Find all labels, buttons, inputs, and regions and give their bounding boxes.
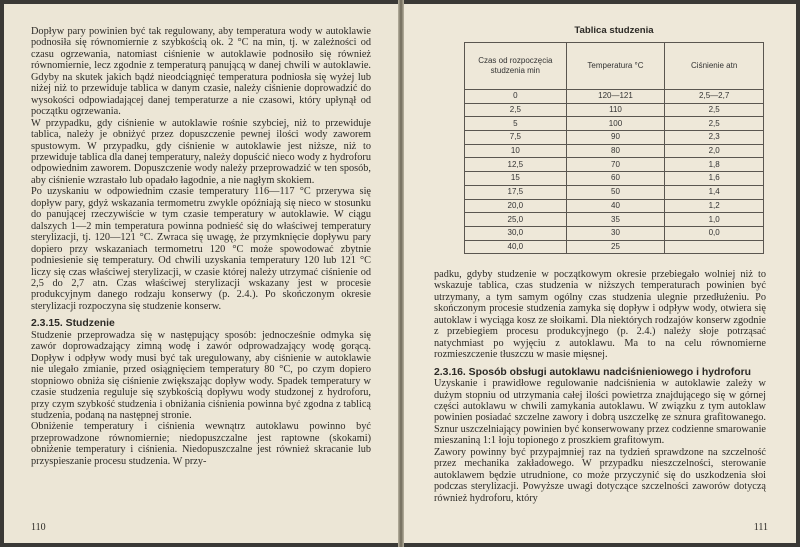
table-row — [465, 90, 764, 104]
cell-time: 40,0 — [465, 240, 567, 254]
table-row — [465, 226, 764, 240]
cell-temperature: 35 — [566, 213, 665, 227]
cell-time: 2,5 — [465, 103, 567, 117]
paragraph: Po uzyskaniu w odpowiednim czasie temperatury 116—117 °C przerywa się dopływ pary, gdyż wskazania termometru zwykle opóźniają się nieco w stosunku do panującej rzeczywiście w tym czasie temperatury w autoklawie. W ciągu dalszych 1—2 min temperatura powinna podnieść się do właściwej temperatury sterylizacji, tj. 120—121 °C. Zwraca się uwagę, że przymknięcie dopływu pary dopiero przy wskazaniach termometru 120 °C może spowodować zbytnie podniesienie się temperatury. Od chwili uzyskania temperatury 120 lub 121 °C liczy się czas właściwej sterylizacji, w czasie której należy utrzymać ciśnienie od 2,5 do 2,7 atn. Czas właściwej sterylizacji wskazany jest w procesie produkcyjnym danego rodzaju konserwy (p. 2.4.). Po skończonym okresie sterylizacji rozpoczyna się studzenie konserw. — [31, 186, 371, 312]
cell-pressure: 0,0 — [665, 226, 764, 240]
cell-time: 17,5 — [465, 185, 567, 199]
cell-pressure — [665, 240, 764, 254]
cell-temperature: 120—121 — [566, 90, 665, 104]
section-heading: 2.3.16. Sposób obsługi autoklawu nadciśnieniowego i hydroforu — [434, 366, 751, 378]
paragraph: Dopływ pary powinien być tak regulowany, aby temperatura wody w autoklawie podnosiła się równomiernie z szybkością ok. 2 °C na min, tj. w zależności od czasu ogrzewania, natomiast ciśnienie w autoklawie podnosiło się również równomiernie, lecz zgodnie z temperaturą panującą w danej chwili w autoklawie. Gdyby na skutek jakich bądź nieodciągnięć temperatura podniosła się wyżej lub niżej niż to przewiduje tablica w danym czasie, należy ciśnienie doprowadzić do wysokości odpowiadającej danej temperaturze a nie czasowi, który upłynął od początku ogrzewania. — [31, 26, 371, 118]
cell-pressure: 2,5—2,7 — [665, 90, 764, 104]
table-body — [465, 90, 764, 254]
cell-temperature: 60 — [566, 172, 665, 186]
table-title: Tablica studzenia — [574, 25, 654, 36]
paragraph: Zawory powinny być przypajmniej raz na tydzień sprawdzone na szczelność przez mechanika zakładowego. W przypadku nieszczelności, sterowanie autoklawem będzie utrudnione, co może przyczynić się do uszkodzenia słoi podczas sterylizacji. Powyższe uwagi dotyczące szczelności zaworów dotyczą również hydroforu, który — [434, 446, 766, 504]
header-time: Czas od rozpoczęcia studzenia min — [465, 43, 567, 90]
cell-time: 15 — [465, 172, 567, 186]
page-number: 110 — [31, 522, 46, 533]
paragraph: padku, gdyby studzenie w początkowym okresie przebiegało wolniej niż to wskazuje tablica, czas studzenia w niższych temperaturach powinien być utrzymany, a tym samym ogólny czas studzenia ulegnie przedłużeniu. Po skończonym procesie studzenia zamyka się dopływ i odpływ wody, otwiera się autoklaw i wyciąga kosz ze słoikami. Dla niektórych rodzajów konserw zgodnie z przebiegiem procesu produkcyjnego (p. 2.4.) należy słoje potrząsać natychmiast po wyjęciu z autoklawu. Ma to na celu równomierne rozmieszczenie tłuszczu w masie mięsnej. — [434, 269, 766, 361]
cell-pressure: 2,5 — [665, 103, 764, 117]
cell-temperature: 30 — [566, 226, 665, 240]
cell-time: 12,5 — [465, 158, 567, 172]
table-row — [465, 158, 764, 172]
cell-pressure: 1,0 — [665, 213, 764, 227]
cell-pressure: 1,8 — [665, 158, 764, 172]
cell-temperature: 80 — [566, 144, 665, 158]
page-number: 111 — [753, 522, 768, 533]
cell-temperature: 100 — [566, 117, 665, 131]
cell-pressure: 2,0 — [665, 144, 764, 158]
cell-time: 5 — [465, 117, 567, 131]
cooling-table — [464, 42, 764, 254]
cell-time: 10 — [465, 144, 567, 158]
cell-pressure: 1,6 — [665, 172, 764, 186]
table-row — [465, 240, 764, 254]
cell-temperature: 70 — [566, 158, 665, 172]
left-text-column — [31, 26, 371, 467]
table-row — [465, 131, 764, 145]
cell-time: 30,0 — [465, 226, 567, 240]
cell-time: 20,0 — [465, 199, 567, 213]
cell-temperature: 50 — [566, 185, 665, 199]
right-page — [404, 4, 796, 543]
table-row — [465, 172, 764, 186]
cell-pressure: 2,3 — [665, 131, 764, 145]
table-row — [465, 199, 764, 213]
table-row — [465, 185, 764, 199]
right-text-column — [434, 269, 766, 504]
paragraph: Studzenie przeprowadza się w następujący sposób: jednocześnie odmyka się zawór doprowadzający zimną wodę i zawór odprowadzający wodę gorącą. Dopływ i odpływ wody musi być tak uregulowany, aby ciśnienie w autoklawie nie ulegało zmianie, przed osiągnięciem temperatury 80 °C, po czym dopiero stopniowo obniża się ciśnienie zwiększając dopływ wody. Spadek temperatury w czasie studzenia reguluje się szybkością dopływu wody studzonej z hydroforu, przy czym szybkość studzenia i obniżania ciśnienia powinna być zgodna z tablicą studzenia, podaną na następnej stronie. — [31, 329, 371, 421]
paragraph: Obniżenie temperatury i ciśnienia wewnątrz autoklawu powinno być przeprowadzone równomiernie; niedopuszczalne jest raptowne (skokami) obniżenie temperatury i ciśnienia. Niedopuszczalne jest również skracanie lub przyspieszanie procesu studzenia. W przy- — [31, 421, 371, 467]
cell-time: 25,0 — [465, 213, 567, 227]
header-pressure: Ciśnienie atn — [665, 43, 764, 90]
cell-time: 7,5 — [465, 131, 567, 145]
paragraph: Uzyskanie i prawidłowe regulowanie nadciśnienia w autoklawie zależy w dużym stopniu od utrzymania całej ilości powietrza znajdującego się w górnej części autoklawu w chwili zamykania autoklawu. W związku z tym autoklaw powinien posiadać szczelne zawory i dobrą uszczelkę ze sznura grafitowanego. Sznur uszczelniający powinien być konserwowany przez codzienne smarowanie mieszaniną 1:1 łoju topionego z proszkiem grafitowym. — [434, 378, 766, 447]
table-header-row — [465, 43, 764, 90]
cell-temperature: 25 — [566, 240, 665, 254]
table-row — [465, 213, 764, 227]
paragraph: W przypadku, gdy ciśnienie w autoklawie rośnie szybciej, niż to przewiduje tablica, należy je obniżyć przez dopuszczenie pewnej ilości wody zaworem spustowym. W przypadku, gdy ciśnienie w autoklawie jest niższe, niż to przewiduje tablica dla danej temperatury, należy dopuścić nieco wody z hydroforu odpowiednim zaworem. Dopuszczenie wody należy przeprowadzić w ten sposób, aby ciśnienie wzrastało lub opadało łagodnie, a nie nagłym skokiem. — [31, 117, 371, 186]
section-heading: 2.3.15. Studzenie — [31, 318, 115, 330]
header-temperature: Temperatura °C — [566, 43, 665, 90]
cell-temperature: 90 — [566, 131, 665, 145]
cell-temperature: 40 — [566, 199, 665, 213]
table-row — [465, 144, 764, 158]
cell-temperature: 110 — [566, 103, 665, 117]
cell-pressure: 1,4 — [665, 185, 764, 199]
cell-time: 0 — [465, 90, 567, 104]
cell-pressure: 1,2 — [665, 199, 764, 213]
left-page — [4, 4, 398, 543]
table-row — [465, 117, 764, 131]
table-row — [465, 103, 764, 117]
cell-pressure: 2,5 — [665, 117, 764, 131]
